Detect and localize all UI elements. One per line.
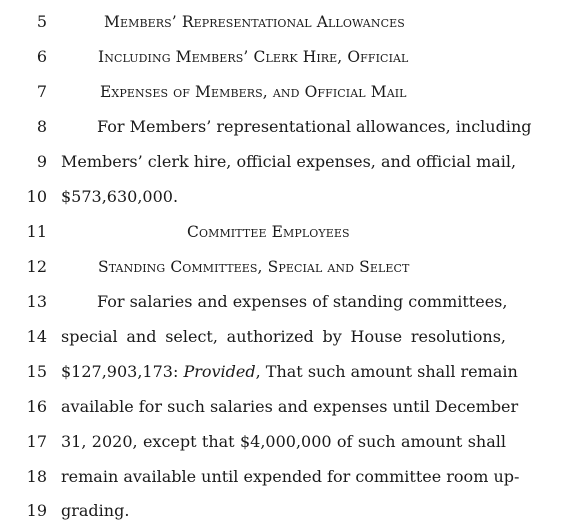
line-number: 11	[26, 222, 47, 241]
line-9	[0, 145, 564, 179]
section-heading: Standing Committees, Special and Select	[98, 258, 410, 276]
section-heading: Including Members’ Clerk Hire, Official	[98, 48, 409, 66]
body-text: Members’ clerk hire, official expenses, and official mail,	[61, 152, 517, 171]
body-text: grading.	[61, 501, 130, 520]
line-number: 13	[26, 292, 47, 311]
line-number: 12	[26, 257, 47, 276]
line-number: 15	[26, 362, 47, 381]
line-number: 14	[26, 327, 47, 346]
line-6	[0, 40, 564, 74]
line-number: 10	[26, 187, 47, 206]
body-text	[61, 355, 518, 389]
line-number: 7	[36, 82, 47, 101]
line-10	[0, 180, 564, 214]
line-19	[0, 494, 564, 528]
line-13	[0, 285, 564, 319]
amount-text: $127,903,173:	[61, 362, 184, 381]
body-text: 31, 2020, except that $4,000,000 of such amount shall	[61, 432, 506, 451]
proviso-italic: Provided	[183, 362, 256, 381]
body-text: $573,630,000.	[61, 187, 179, 206]
proviso-text: , That such amount shall remain	[255, 362, 518, 381]
section-heading: Committee Employees	[187, 223, 350, 241]
line-15	[0, 355, 564, 389]
line-number: 6	[36, 47, 47, 66]
line-number: 19	[26, 501, 47, 520]
section-heading: Expenses of Members, and Official Mail	[100, 83, 407, 101]
line-12	[0, 250, 564, 284]
section-heading: Members’ Representational Allowances	[104, 13, 405, 31]
line-number: 17	[26, 432, 47, 451]
line-8	[0, 110, 564, 144]
line-number: 16	[26, 397, 47, 416]
line-7	[0, 75, 564, 109]
body-text: For salaries and expenses of standing committees,	[97, 292, 508, 311]
line-11	[0, 215, 564, 249]
body-text: available for such salaries and expenses until December	[61, 397, 519, 416]
body-text: special and select, authorized by House resolutions,	[61, 327, 506, 346]
body-text: For Members’ representational allowances, including	[97, 117, 532, 136]
body-text: remain available until expended for committee room up-	[61, 467, 520, 486]
line-16	[0, 390, 564, 424]
line-17	[0, 425, 564, 459]
line-number: 8	[36, 117, 47, 136]
line-18	[0, 460, 564, 494]
line-number: 9	[36, 152, 47, 171]
line-number: 5	[36, 12, 47, 31]
line-14	[0, 320, 564, 354]
line-5	[0, 5, 564, 39]
line-number: 18	[26, 467, 47, 486]
